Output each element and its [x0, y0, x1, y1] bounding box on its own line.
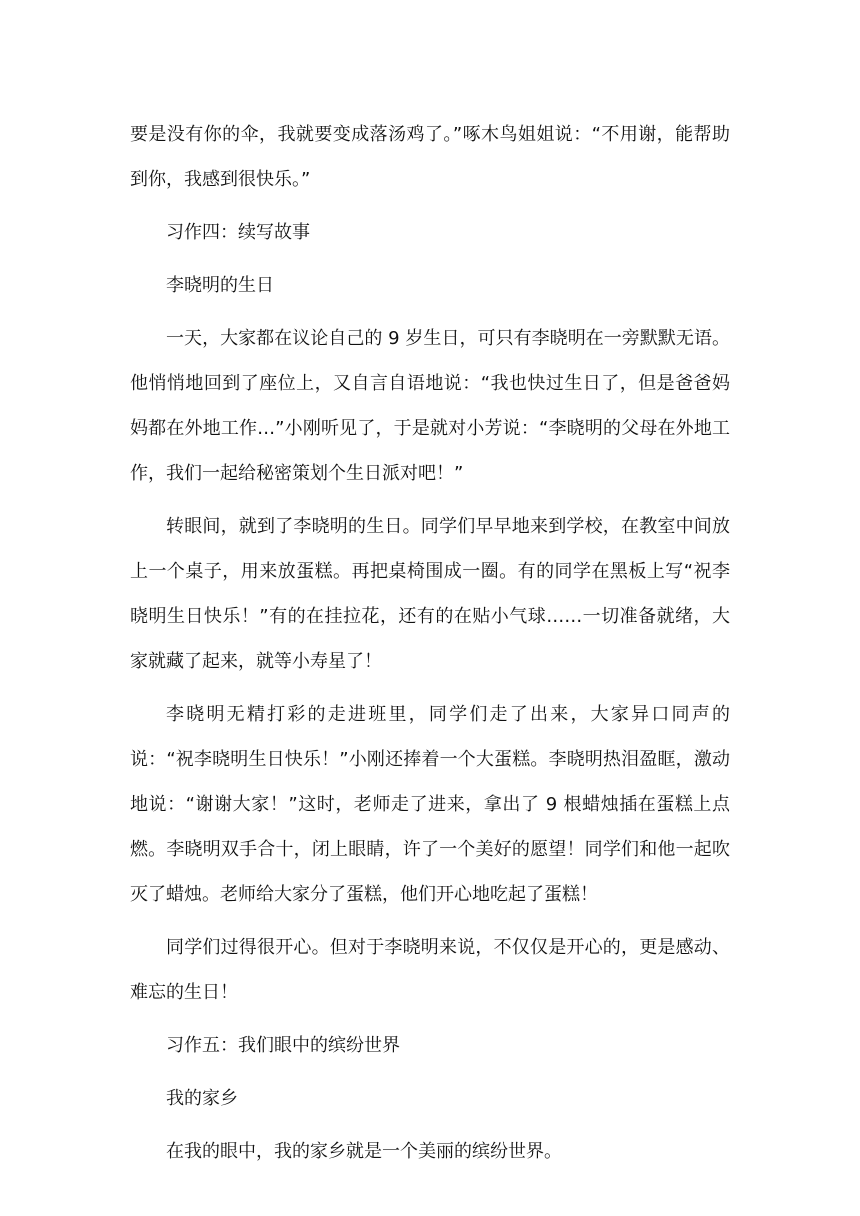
document-body [130, 112, 730, 1182]
section-heading-5: 习作五：我们眼中的缤纷世界 [166, 1035, 400, 1056]
paragraph: 李晓明无精打彩的走进班里，同学们走了出来，大家异口同声的说：“祝李晓明生日快乐！”小刚还捧着一个大蛋糕。李晓明热泪盈眶，激动地说：“谢谢大家！”这时，老师走了进来，拿出了 9 根蜡烛插在蛋糕上点燃。李晓明双手合十，闭上眼睛，许了一个美好的愿望！同学们和他一起吹灭了蜡烛。老师给大家分了蛋糕，他们开心地吃起了蛋糕！ [130, 704, 730, 905]
paragraph: 在我的眼中，我的家乡就是一个美丽的缤纷世界。 [166, 1141, 562, 1162]
paragraph: 转眼间，就到了李晓明的生日。同学们早早地来到学校，在教室中间放上一个桌子，用来放蛋糕。再把桌椅围成一圈。有的同学在黑板上写“祝李晓明生日快乐！”有的在挂拉花，还有的在贴小气球……一切准备就绪，大家就藏了起来，就等小寿星了！ [130, 516, 730, 672]
section-heading-4: 习作四：续写故事 [166, 222, 310, 243]
essay-title-birthday: 李晓明的生日 [166, 275, 274, 296]
paragraph-continuation: 要是没有你的伞，我就要变成落汤鸡了。”啄木鸟姐姐说：“不用谢，能帮助到你，我感到很快乐。” [130, 124, 730, 190]
paragraph: 同学们过得很开心。但对于李晓明来说，不仅仅是开心的，更是感动、难忘的生日！ [130, 937, 730, 1003]
essay-title-hometown: 我的家乡 [166, 1088, 238, 1109]
paragraph: 一天，大家都在议论自己的 9 岁生日，可只有李晓明在一旁默默无语。他悄悄地回到了座位上，又自言自语地说：“我也快过生日了，但是爸爸妈妈都在外地工作…”小刚听见了，于是就对小芳说：“李晓明的父母在外地工作，我们一起给秘密策划个生日派对吧！” [130, 328, 730, 484]
